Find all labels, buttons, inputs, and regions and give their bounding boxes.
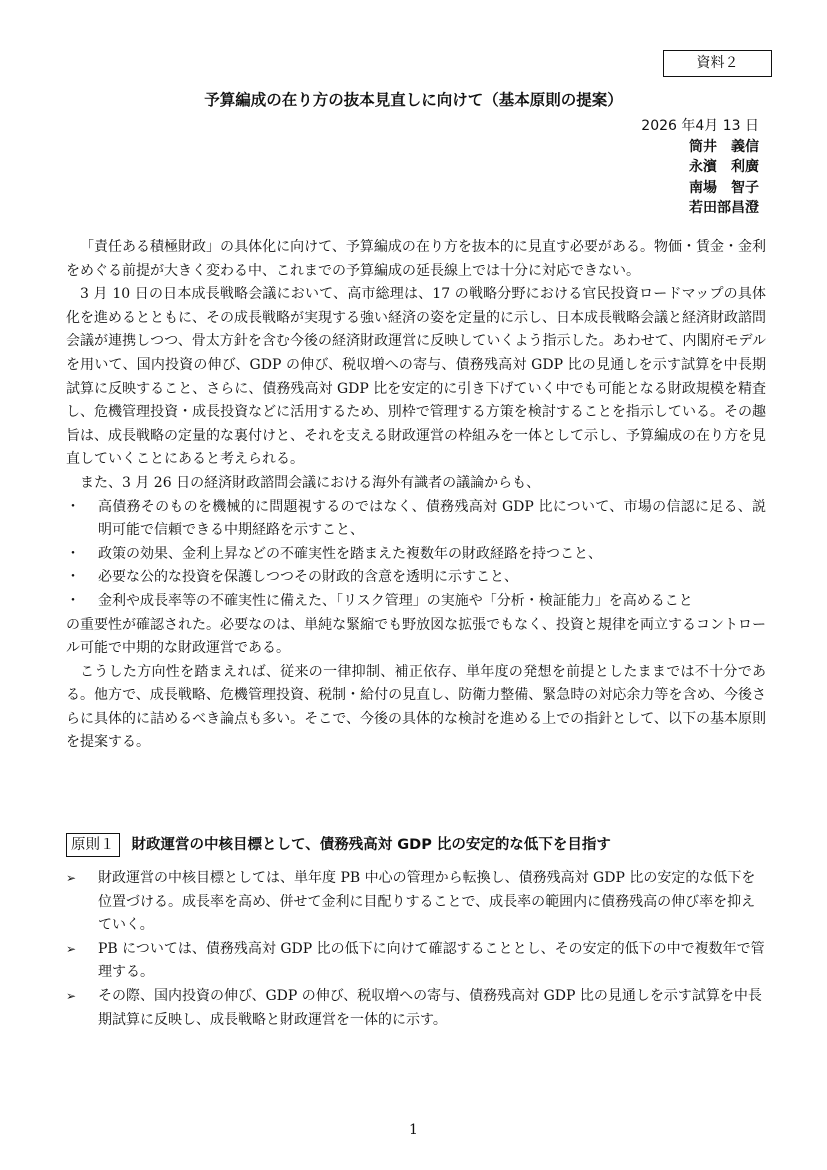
list-item bbox=[66, 590, 766, 614]
list-item-text: PB については、債務残高対 GDP 比の低下に向けて確認することとし、その安定的低下の中で複数年で管理する。 bbox=[98, 940, 765, 981]
list-item bbox=[66, 543, 766, 567]
bullet-marker: ・ bbox=[66, 569, 80, 586]
list-item bbox=[66, 938, 766, 985]
list-item-text: 金利や成長率等の不確実性に備えた、「リスク管理」の実施や「分析・検証能力」を高めること bbox=[98, 592, 693, 609]
page-number: 1 bbox=[409, 1122, 418, 1138]
arrow-bullet-icon: ➢ bbox=[66, 988, 77, 1003]
list-item bbox=[66, 867, 766, 938]
principle-heading bbox=[66, 833, 766, 857]
list-item bbox=[66, 566, 766, 590]
arrow-bullet-icon: ➢ bbox=[66, 871, 77, 885]
bullet-marker: ・ bbox=[66, 498, 80, 515]
body-text bbox=[66, 236, 766, 755]
paragraph: 3 月 10 日の日本成長戦略会議において、高市総理は、17 の戦略分野における官民投資ロードマップの具体化を進めるとともに、その成長戦略が実現する強い経済の姿を定量的に示し、日本成長戦略会議と経済財政諮問会議が連携しつつ、骨太方針を含む今後の経済財政運営に反映していくよう指示した。あわせて、内閣府モデルを用いて、国内投資の伸び、GDP の伸び、税収増への寄与、債務残高対 GDP 比の見通しを示す試算を中長期試算に反映すること、さらに、債務残高対 GDP 比を安定的に引き下げていく中でも可能となる財政規模を精査し、危機管理投資・成長投資などに活用するため、別枠で管理する方策を検討することを指示している。その趣旨は、成長戦略の定量的な裏付けと、それを支える財政運営の枠組みを一体として示し、予算編成の在り方を見直していくことにあると考えられる。 bbox=[66, 286, 766, 468]
list-item bbox=[66, 985, 766, 1032]
author-name: 若田部昌澄 bbox=[689, 200, 759, 216]
paragraph: の重要性が確認された。必要なのは、単純な緊縮でも野放図な拡張でもなく、投資と規律を両立するコントロール可能で中期的な財政運営である。 bbox=[66, 616, 766, 657]
author-name: 筒井 義信 bbox=[689, 138, 759, 155]
document-title: 予算編成の在り方の抜本見直しに向けて（基本原則の提案） bbox=[204, 91, 623, 109]
list-item bbox=[66, 496, 766, 543]
principle-heading-text: 財政運営の中核目標として、債務残高対 GDP 比の安定的な低下を目指す bbox=[131, 837, 611, 853]
document-date: 2026 年4月 13 日 bbox=[641, 118, 759, 134]
list-item-text: 必要な公的な投資を保護しつつその財政的含意を透明に示すこと、 bbox=[98, 569, 518, 586]
list-item-text: その際、国内投資の伸び、GDP の伸び、税収増への寄与、債務残高対 GDP 比の見通しを示す試算を中長期試算に反映し、成長戦略と財政運営を一体的に示す。 bbox=[98, 987, 762, 1028]
principle-tag: 原則１ bbox=[66, 833, 120, 857]
bullet-list bbox=[66, 496, 766, 614]
author-name: 南場 智子 bbox=[689, 179, 759, 196]
list-item-text: 政策の効果、金利上昇などの不確実性を踏まえた複数年の財政経路を持つこと、 bbox=[98, 545, 602, 562]
author-name: 永濱 利廣 bbox=[689, 159, 759, 175]
bullet-marker: ・ bbox=[66, 592, 80, 609]
list-item-text: 高債務そのものを機械的に問題視するのではなく、債務残高対 GDP 比について、市場の信認に足る、説明可能で信頼できる中期経路を示すこと、 bbox=[98, 498, 766, 539]
arrow-bullet-icon: ➢ bbox=[66, 941, 77, 956]
paragraph: また、3 月 26 日の経済財政諮問会議における海外有識者の議論からも、 bbox=[80, 474, 541, 491]
paragraph: 「責任ある積極財政」の具体化に向けて、予算編成の在り方を抜本的に見直す必要がある。物価・賃金・金利をめぐる前提が大きく変わる中、これまでの予算編成の延長線上では十分に対応できない。 bbox=[66, 239, 766, 279]
author-block bbox=[641, 116, 759, 219]
bullet-marker: ・ bbox=[66, 545, 80, 562]
paragraph: こうした方向性を踏まえれば、従来の一律抑制、補正依存、単年度の発想を前提としたままでは不十分である。他方で、成長戦略、危機管理投資、税制・給付の見直し、防衛力整備、緊急時の対応余力等を含め、今後さらに具体的に詰めるべき論点も多い。そこで、今後の具体的な検討を進める上での指針として、以下の基本原則を提案する。 bbox=[66, 663, 766, 751]
document-label: 資料２ bbox=[663, 50, 772, 77]
principle-points bbox=[66, 867, 766, 1032]
list-item-text: 財政運営の中核目標としては、単年度 PB 中心の管理から転換し、債務残高対 GDP 比の安定的な低下を位置づける。成長率を高め、併せて金利に目配りすることで、成長率の範囲内に債務残高の伸び率を抑えていく。 bbox=[98, 870, 756, 934]
